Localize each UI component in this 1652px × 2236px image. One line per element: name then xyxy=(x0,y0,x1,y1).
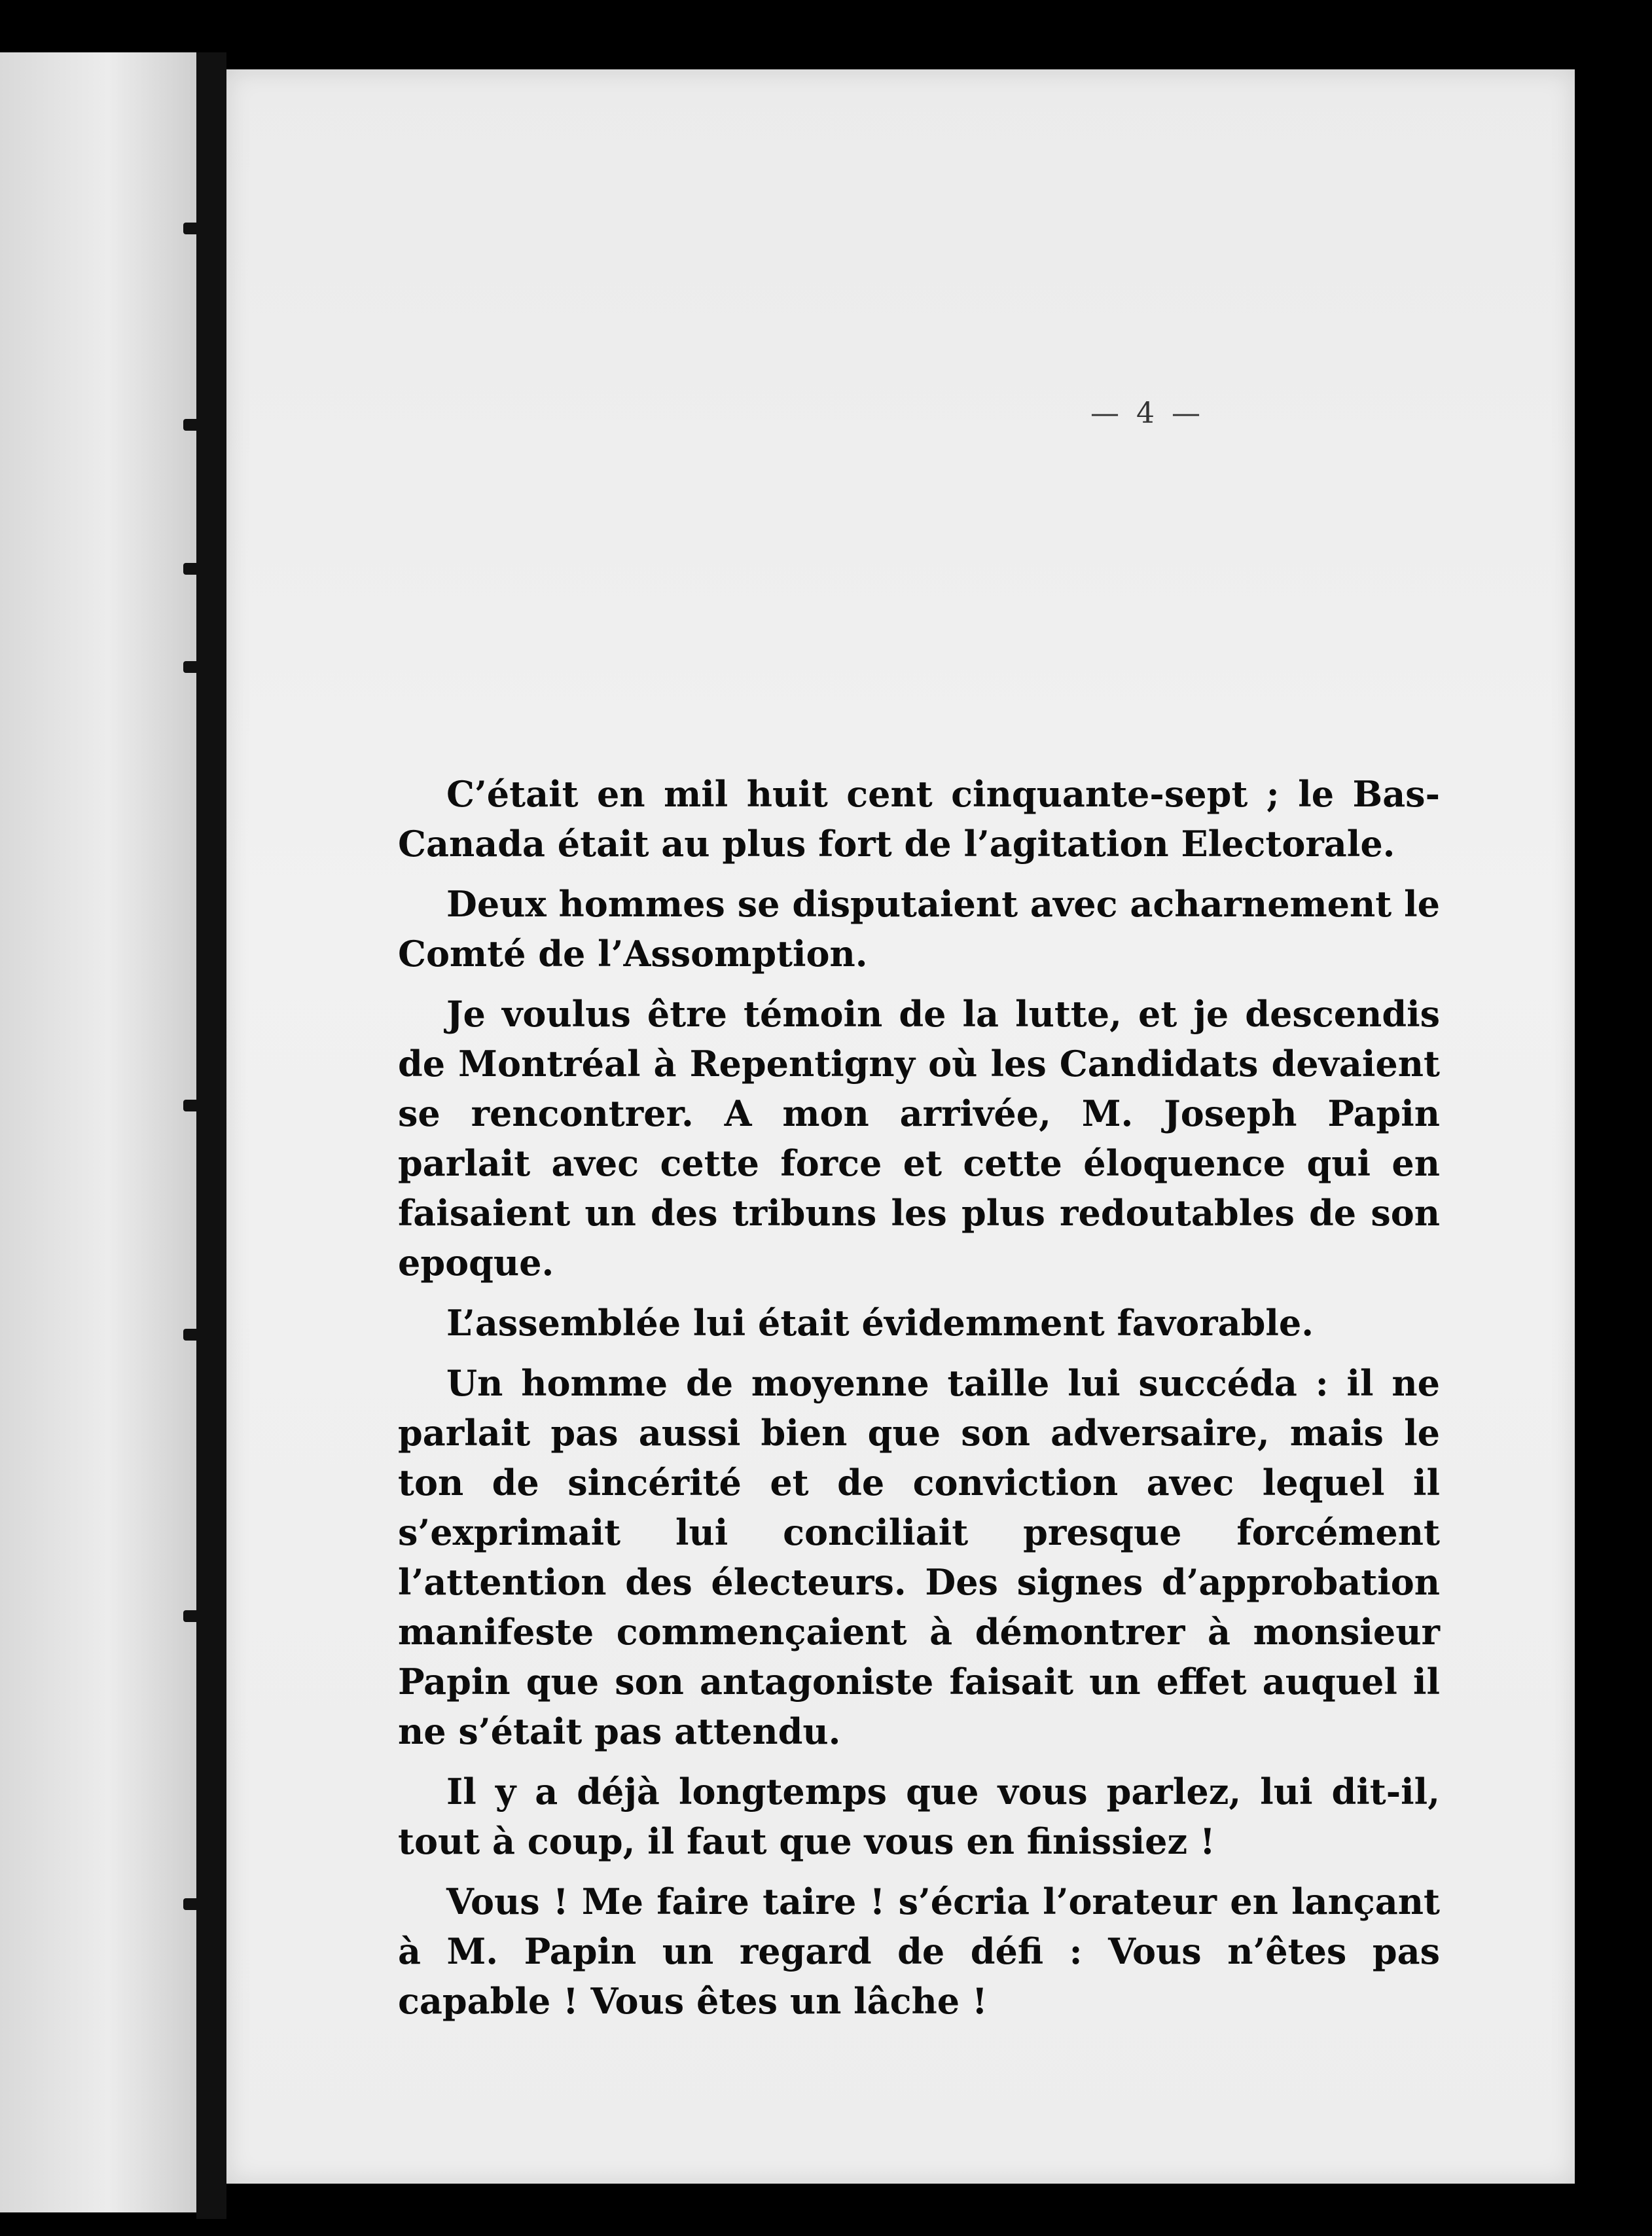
facing-page xyxy=(0,52,196,2212)
paragraph: L’assemblée lui était évidemment favorable. xyxy=(446,1302,1314,1344)
paragraph: Un homme de moyenne taille lui succéda : il ne parlait pas aussi bien que son adversaire, mais le ton de sincérité et de conviction avec lequel il s’exprimait lui conciliait presque forcément l’attention des électeurs. Des signes d’approbation manifeste commençaient à démontrer à monsieur Papin que son antagoniste faisait un effet auquel il ne s’était pas attendu. xyxy=(398,1362,1440,1752)
paragraph: Je voulus être témoin de la lutte, et je descendis de Montréal à Repentigny où les Candidats devaient se rencontrer. A mon arrivée, M. Joseph Papin parlait avec cette force et cette éloquence qui en faisaient un des tribuns les plus redoutables de son epoque. xyxy=(398,993,1440,1284)
paragraph: Vous ! Me faire taire ! s’écria l’orateur en lançant à M. Papin un regard de défi : Vous n’êtes pas capable ! Vous êtes un lâche ! xyxy=(398,1881,1440,2022)
paragraph: C’était en mil huit cent cinquante-sept ; le Bas-Canada était au plus fort de l’agitation Electorale. xyxy=(398,773,1440,865)
page-number: — 4 — xyxy=(1090,397,1204,430)
book-spine xyxy=(196,52,226,2219)
paragraph: Deux hommes se disputaient avec acharnement le Comté de l’Assomption. xyxy=(398,883,1440,975)
paragraph: Il y a déjà longtemps que vous parlez, lui dit-il, tout à coup, il faut que vous en finissiez ! xyxy=(398,1771,1440,1862)
page-text xyxy=(398,769,1440,2036)
